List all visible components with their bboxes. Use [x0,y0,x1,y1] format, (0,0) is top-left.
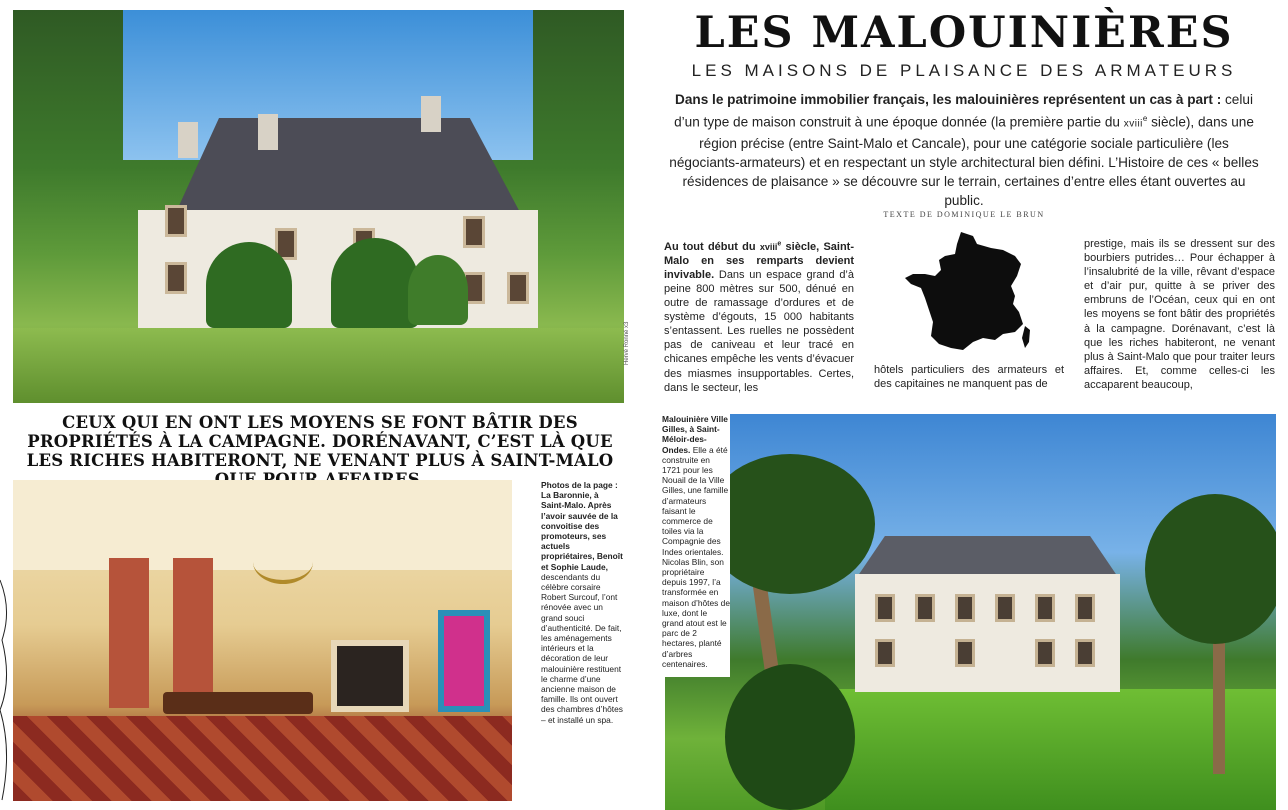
caption-ville-gilles-bold: Malouinière Ville Gilles, à Saint-Méloir-des-Ondes. [662,414,728,455]
caption-ville-gilles [662,414,730,677]
intro-century-sup: e [1142,114,1148,123]
france-map-icon [903,230,1033,355]
photo-ville-gilles [665,414,1276,810]
page-subtitle: LES MAISONS DE PLAISANCE DES ARMATEURS [691,61,1237,80]
page-title: LES MALOUINIÈRES [694,8,1234,58]
intro-lead: Dans le patrimoine immobilier français, les malouinières représentent un cas à part : [675,92,1222,107]
decorative-lines [0,570,14,810]
article-column-1 [664,237,854,395]
caption-ville-gilles-text: Elle a été construite en 1721 pour les Nouail de la Ville Gilles, une famille d’armateurs faisant le commerce de toiles via la Compagnie des Indes orientales. Nicolas Blin, son propriétaire depuis 1997, l’a transformée en maison d’hôtes de luxe, dont le grand atout est le parc de 2 hectares, planté d’arbres centenaires. [662,444,730,669]
article-lead: Au tout début du xviii$^e$ siècle, Saint-Malo en ses remparts devient invivable. [664,240,855,281]
pull-quote: CEUX QUI EN ONT LES MOYENS SE FONT BÂTIR DES PROPRIÉTÉS À LA CAMPAGNE. DORÉNAVANT, C’EST LÀ QUE LES RICHES HABITERONT, NE VENANT PLUS À SAINT-MALO [26,413,614,470]
article-body-1: Dans un espace grand d’à peine 800 mètres sur 500, dénué en outre de ramassage d’ordures et de système d’égouts, 15 000 habitants s’entassent. Les ruelles ne possèdent pas de caniveau et leur tracé en chicanes empêche les vents d’évacuer des miasmes insupportables. Certes, dans le secteur, les [664,268,854,394]
photo-baronnie-interior [13,480,512,801]
intro-paragraph [664,90,1264,210]
photo-baronnie-exterior [13,10,624,403]
caption-baronnie-text: descendants du célèbre corsaire Robert Surcouf, l’ont rénovée avec un grand souci d’authenticité. De fait, les aménagements intérieurs et la décoration de leur malouinière restituent le charme d’une ancienne maison de famille. Ils ont ouvert des chambres d’hôtes – et installé un spa. [541,571,623,725]
caption-baronnie [541,480,623,725]
intro-century: xviii [1123,118,1143,130]
article-column-3: prestige, mais ils se dressent sur des bourbiers putrides… Pour échapper à l’insalubrité de la ville, rêvant d’espace et d’air pur, quitte à se priver des embruns de l’Océan, ceux qui en ont les moyens se font bâtir des propriétés à la campagne. Dorénavant, c’est là que les riches habiteront, ne venant plus à Saint-Malo que pour traiter leurs affaires. Et, comme celles-ci les accaparent beaucoup, [1084,238,1275,391]
intro-body-after: siècle), dans une région précise (entre Saint-Malo et Cancale), pour une catégorie sociale particulière (les négociants-armateurs) et en respectant un style architectural bien défini. L’Histoire de ces « belles résidences de plaisance » se découvre sur le terrain, certaines d’entre elles étant ouvertes au public. [669,114,1259,208]
photo-credit: Hervé Ronné x3 [624,321,630,365]
article-column-2: hôtels particuliers des armateurs et des capitaines ne manquent pas de [874,364,1064,391]
byline: TEXTE DE DOMINIQUE LE BRUN [883,210,1045,219]
caption-baronnie-bold: Photos de la page : La Baronnie, à Saint-Malo. Après l’avoir sauvée de la convoitise des promoteurs, ses actuels propriétaires, Benoît et Sophie Laude, [541,480,623,572]
intro-body-before: celui d’un type de maison construit à une époque donnée (la première partie du [674,92,1253,130]
